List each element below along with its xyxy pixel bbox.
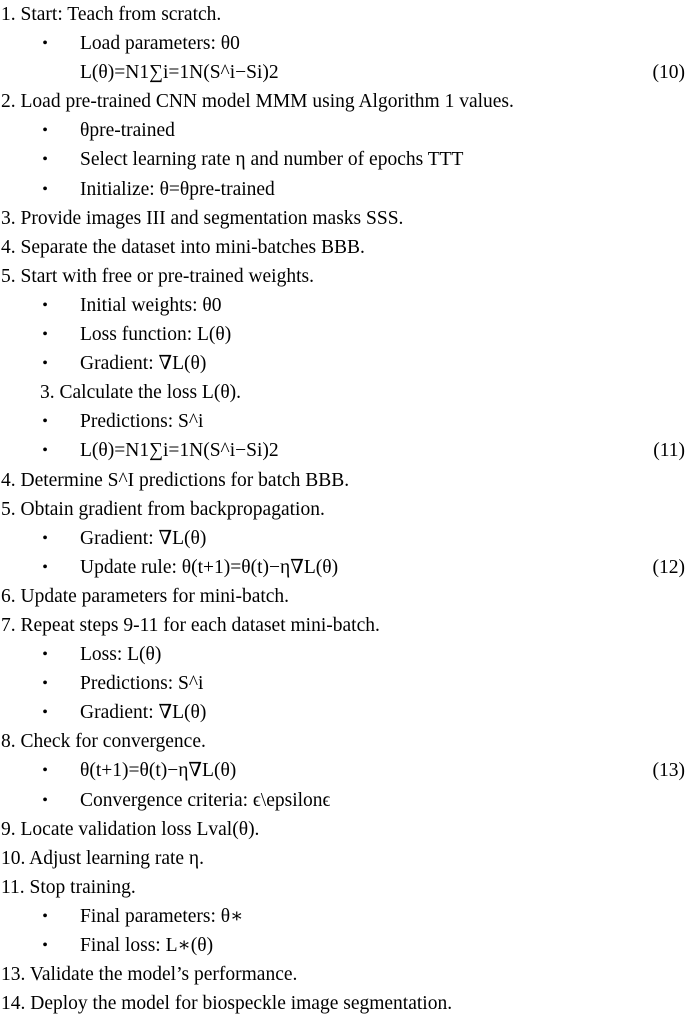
equation-text: L(θ)=N1∑i=1N(S^i−Si)2 [80,440,279,461]
step-6 [0,582,685,611]
line-text: Initial weights: θ0 [80,295,222,316]
bullet-icon: • [40,407,50,436]
line-text: 5. Obtain gradient from backpropagation. [1,499,325,520]
line-text: 5. Start with free or pre-trained weights. [1,266,314,287]
line-text: 3. Calculate the loss L(θ). [40,382,241,403]
step-13 [0,960,685,989]
equation-number: (12) [653,553,685,582]
equation-text: Update rule: θ(t+1)=θ(t)−η∇L(θ) [80,557,338,578]
step-3 [0,204,685,233]
line-text: 11. Stop training. [1,877,136,898]
line-text: 3. Provide images III and segmentation masks SSS. [1,208,403,229]
step-11 [0,873,685,902]
bullet-item [0,116,685,145]
bullet-item [0,29,685,58]
line-text: 4. Separate the dataset into mini-batches BBB. [1,237,365,258]
line-text: 1. Start: Teach from scratch. [1,4,221,25]
line-text: Load parameters: θ0 [80,33,240,54]
line-text: θpre-trained [80,120,175,141]
bullet-item [0,669,685,698]
bullet-icon: • [40,320,50,349]
step-7 [0,611,685,640]
bullet-item [0,145,685,174]
bullet-equation-item [0,553,685,582]
step-2 [0,87,685,116]
bullet-icon: • [40,698,50,727]
bullet-icon: • [40,116,50,145]
step-1 [0,0,685,29]
step-10 [0,844,685,873]
equation-text: L(θ)=N1∑i=1N(S^i−Si)2 [80,62,279,83]
line-text: Predictions: S^i [80,411,203,432]
line-text: Gradient: ∇L(θ) [80,702,206,723]
line-text: 8. Check for convergence. [1,731,206,752]
bullet-item [0,698,685,727]
bullet-item [0,407,685,436]
line-text: 2. Load pre-trained CNN model MMM using Algorithm 1 values. [1,91,514,112]
step-5b [0,495,685,524]
step-4 [0,233,685,262]
step-9 [0,815,685,844]
bullet-item [0,320,685,349]
line-text: Select learning rate η and number of epochs TTT [80,149,463,170]
equation-number: (11) [653,436,685,465]
line-text: 9. Locate validation loss Lval(θ). [1,819,259,840]
bullet-icon: • [40,669,50,698]
bullet-item [0,349,685,378]
equation-text: θ(t+1)=θ(t)−η∇L(θ) [80,760,236,781]
bullet-item [0,175,685,204]
equation-number: (13) [653,756,685,785]
line-text: 14. Deploy the model for biospeckle image segmentation. [1,993,452,1014]
bullet-item [0,931,685,960]
line-text: Loss function: L(θ) [80,324,231,345]
substep-3 [0,378,685,407]
bullet-item [0,524,685,553]
line-text: Gradient: ∇L(θ) [80,528,206,549]
bullet-item [0,291,685,320]
line-text: 10. Adjust learning rate η. [1,848,204,869]
bullet-icon: • [40,291,50,320]
line-text: 6. Update parameters for mini-batch. [1,586,289,607]
bullet-icon: • [40,29,50,58]
bullet-icon: • [40,349,50,378]
bullet-icon: • [40,524,50,553]
line-text: Loss: L(θ) [80,644,161,665]
bullet-icon: • [40,756,50,785]
line-text: Convergence criteria: ϵ\epsilonϵ [80,790,330,811]
bullet-icon: • [40,902,50,931]
bullet-item [0,640,685,669]
bullet-icon: • [40,553,50,582]
bullet-equation-item [0,436,685,465]
line-text: 4. Determine S^I predictions for batch BBB. [1,470,349,491]
step-4b [0,466,685,495]
bullet-icon: • [40,931,50,960]
equation-line [0,58,685,87]
line-text: 13. Validate the model’s performance. [1,964,297,985]
line-text: Predictions: S^i [80,673,203,694]
line-text: Initialize: θ=θpre-trained [80,179,275,200]
bullet-icon: • [40,786,50,815]
equation-number: (10) [653,58,685,87]
bullet-icon: • [40,145,50,174]
step-8 [0,727,685,756]
step-5 [0,262,685,291]
line-text: Final loss: L∗(θ) [80,935,213,956]
line-text: Final parameters: θ∗ [80,906,243,927]
line-text: Gradient: ∇L(θ) [80,353,206,374]
bullet-icon: • [40,175,50,204]
bullet-item [0,902,685,931]
bullet-icon: • [40,436,50,465]
bullet-icon: • [40,640,50,669]
bullet-item [0,786,685,815]
line-text: 7. Repeat steps 9-11 for each dataset mini-batch. [1,615,380,636]
bullet-equation-item [0,756,685,785]
